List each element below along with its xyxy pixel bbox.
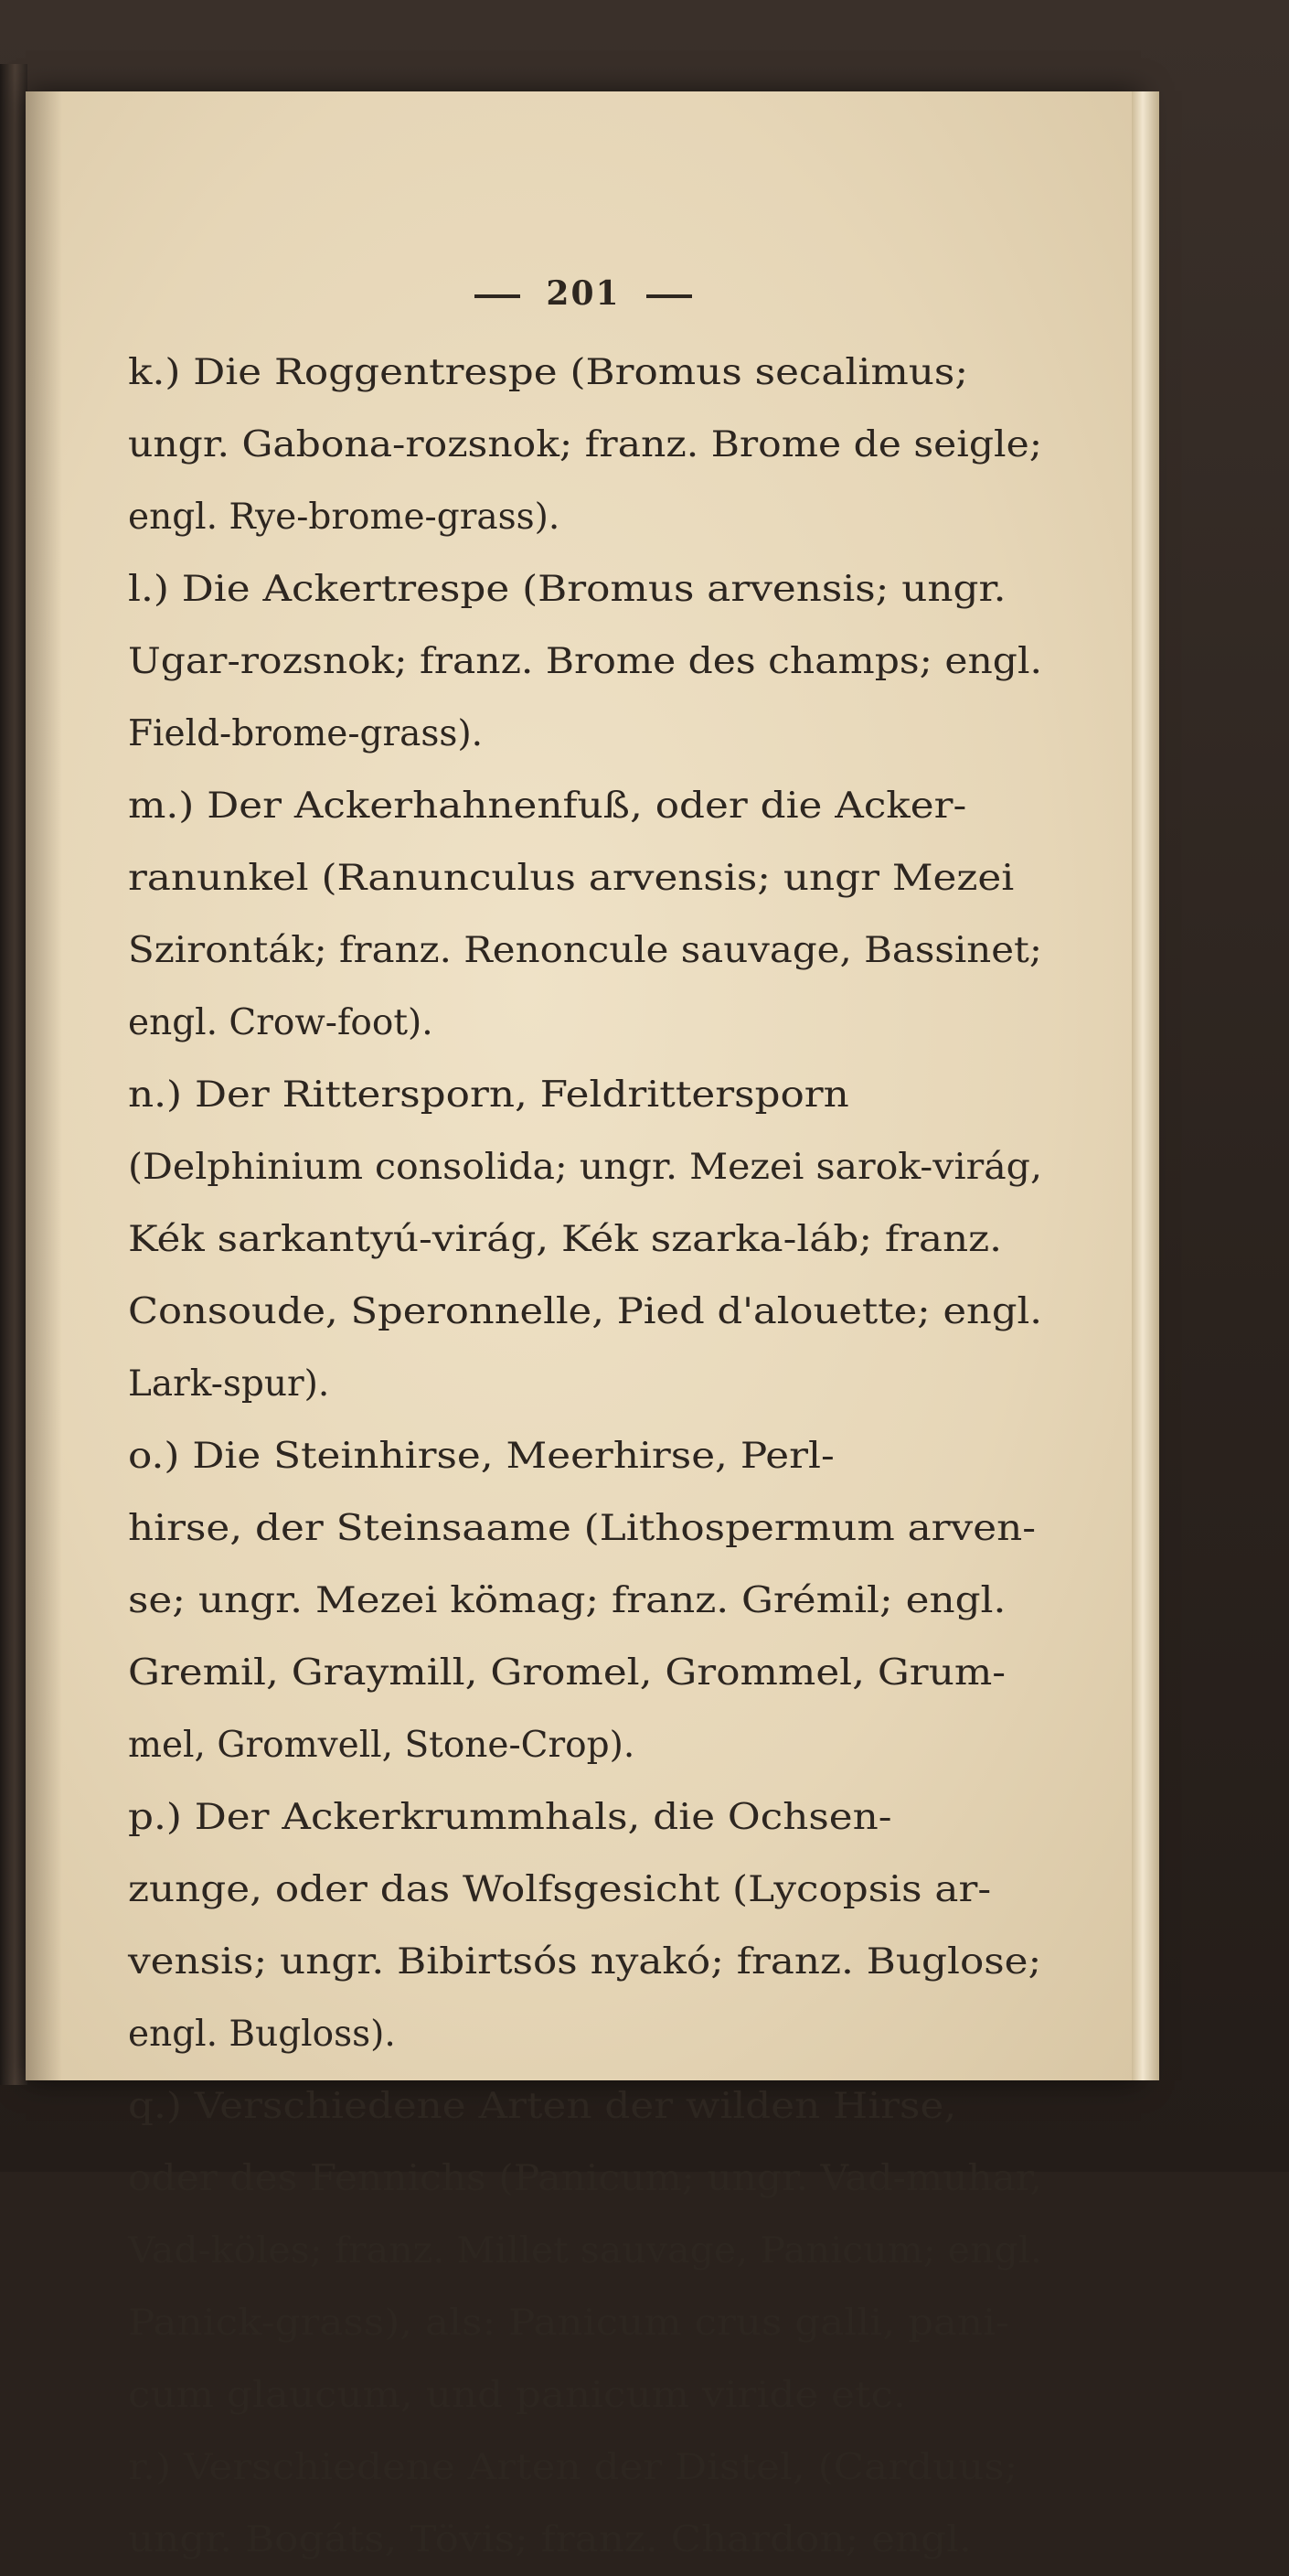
- text-line: [128, 1420, 1042, 1492]
- text-line: [128, 770, 1042, 842]
- text-line-content: Lark-spur).: [128, 1363, 330, 1405]
- text-line: [128, 842, 1042, 914]
- text-line: [128, 2143, 1042, 2215]
- text-line: [128, 553, 1042, 625]
- text-line-content: q.) Verschiedene Arten der wilden Hirse,: [128, 2086, 957, 2127]
- text-line-content: ranunkel (Ranunculus arvensis; ungr Mezei: [128, 858, 1015, 899]
- text-line: [128, 1131, 1042, 1203]
- text-line: [128, 2504, 1042, 2576]
- text-line-content: engl. Rye-brome-grass).: [128, 497, 560, 538]
- gutter-shadow: [26, 91, 62, 2080]
- text-line: [128, 337, 1042, 409]
- body-text: [128, 337, 1042, 2576]
- text-line-content: engl. Bugloss).: [128, 2014, 396, 2055]
- book-spine-edge: [0, 64, 27, 2085]
- text-line-content: cum glaucum, und panicum viride etc.: [128, 2375, 906, 2416]
- text-line: [128, 987, 1042, 1059]
- text-line-content: se; ungr. Mezei kömag; franz. Grémil; engl.: [128, 1580, 1007, 1621]
- text-line: [128, 1348, 1042, 1420]
- text-line-content: Consoude, Speronnelle, Pied d'alouette; engl.: [128, 1291, 1042, 1332]
- text-line: [128, 2070, 1042, 2143]
- book-page: [26, 91, 1141, 2560]
- text-line-content: zunge, oder das Wolfsgesicht (Lycopsis ar-: [128, 1869, 992, 1910]
- text-line-content: o.) Die Steinhirse, Meerhirse, Perl-: [128, 1436, 835, 1477]
- header-dash-left: [474, 294, 520, 298]
- text-line-content: Panick-grass), als: Panicum crus galli, pani-: [128, 2303, 1009, 2344]
- text-line: [128, 1276, 1042, 1348]
- text-line-content: Field-brome-grass).: [128, 713, 484, 754]
- text-line-content: r.) Verschiedene Arten der Distel, (Carduus;: [128, 2447, 1018, 2488]
- text-line-content: Kék sarkantyú-virág, Kék szarka-láb; franz.: [128, 1219, 1003, 1260]
- text-line: [128, 409, 1042, 481]
- text-line: [128, 2287, 1042, 2359]
- text-line: [128, 698, 1042, 770]
- text-line-content: oder des Fennichs (Panicum; ungr. Vad-muhar,: [128, 2158, 1042, 2199]
- text-line-content: ungr. Bogáts, Tövis; franz. Chardon; engl.: [128, 2519, 972, 2560]
- text-line: [128, 914, 1042, 987]
- text-line: [128, 1781, 1042, 1854]
- text-line: [128, 1492, 1042, 1565]
- text-line: [128, 2215, 1042, 2287]
- text-line-content: Vad-köles; franz. Millet sauvage, Panicum; engl.: [128, 2230, 1042, 2271]
- text-line: [128, 1998, 1042, 2070]
- page-number: 201: [546, 274, 621, 313]
- text-line-content: l.) Die Ackertrespe (Bromus arvensis; ungr.: [128, 569, 1007, 610]
- text-line-content: vensis; ungr. Bibirtsós nyakó; franz. Buglose;: [128, 1941, 1042, 1983]
- text-line-content: k.) Die Roggentrespe (Bromus secalimus;: [128, 352, 969, 393]
- text-line: [128, 2432, 1042, 2504]
- text-line: [128, 1203, 1042, 1276]
- text-line-content: mel, Gromvell, Stone-Crop).: [128, 1725, 635, 1766]
- text-line: [128, 1059, 1042, 1131]
- text-line: [128, 1926, 1042, 1998]
- text-line-content: Szironták; franz. Renoncule sauvage, Bassinet;: [128, 930, 1042, 971]
- text-line: [128, 1854, 1042, 1926]
- text-line-content: Gremil, Graymill, Gromel, Grommel, Grum-: [128, 1652, 1007, 1694]
- page-stack-edge: [1132, 91, 1159, 2080]
- text-line-content: engl. Crow-foot).: [128, 1002, 433, 1043]
- text-line-content: Ugar-rozsnok; franz. Brome des champs; engl.: [128, 641, 1042, 682]
- text-line-content: hirse, der Steinsaame (Lithospermum arven-: [128, 1508, 1036, 1549]
- text-line-content: p.) Der Ackerkrummhals, die Ochsen-: [128, 1797, 892, 1838]
- text-line: [128, 1565, 1042, 1637]
- header-dash-right: [646, 294, 692, 298]
- text-line-content: (Delphinium consolida; ungr. Mezei sarok-virág,: [128, 1147, 1042, 1188]
- text-line: [128, 1709, 1042, 1781]
- text-line: [128, 481, 1042, 553]
- text-line: [128, 1637, 1042, 1709]
- text-line-content: ungr. Gabona-rozsnok; franz. Brome de seigle;: [128, 424, 1042, 465]
- text-line-content: m.) Der Ackerhahnenfuß, oder die Acker-: [128, 786, 967, 827]
- page-header: [26, 274, 1141, 313]
- text-line: [128, 625, 1042, 698]
- text-line: [128, 2359, 1042, 2432]
- text-line-content: n.) Der Rittersporn, Feldrittersporn: [128, 1074, 849, 1116]
